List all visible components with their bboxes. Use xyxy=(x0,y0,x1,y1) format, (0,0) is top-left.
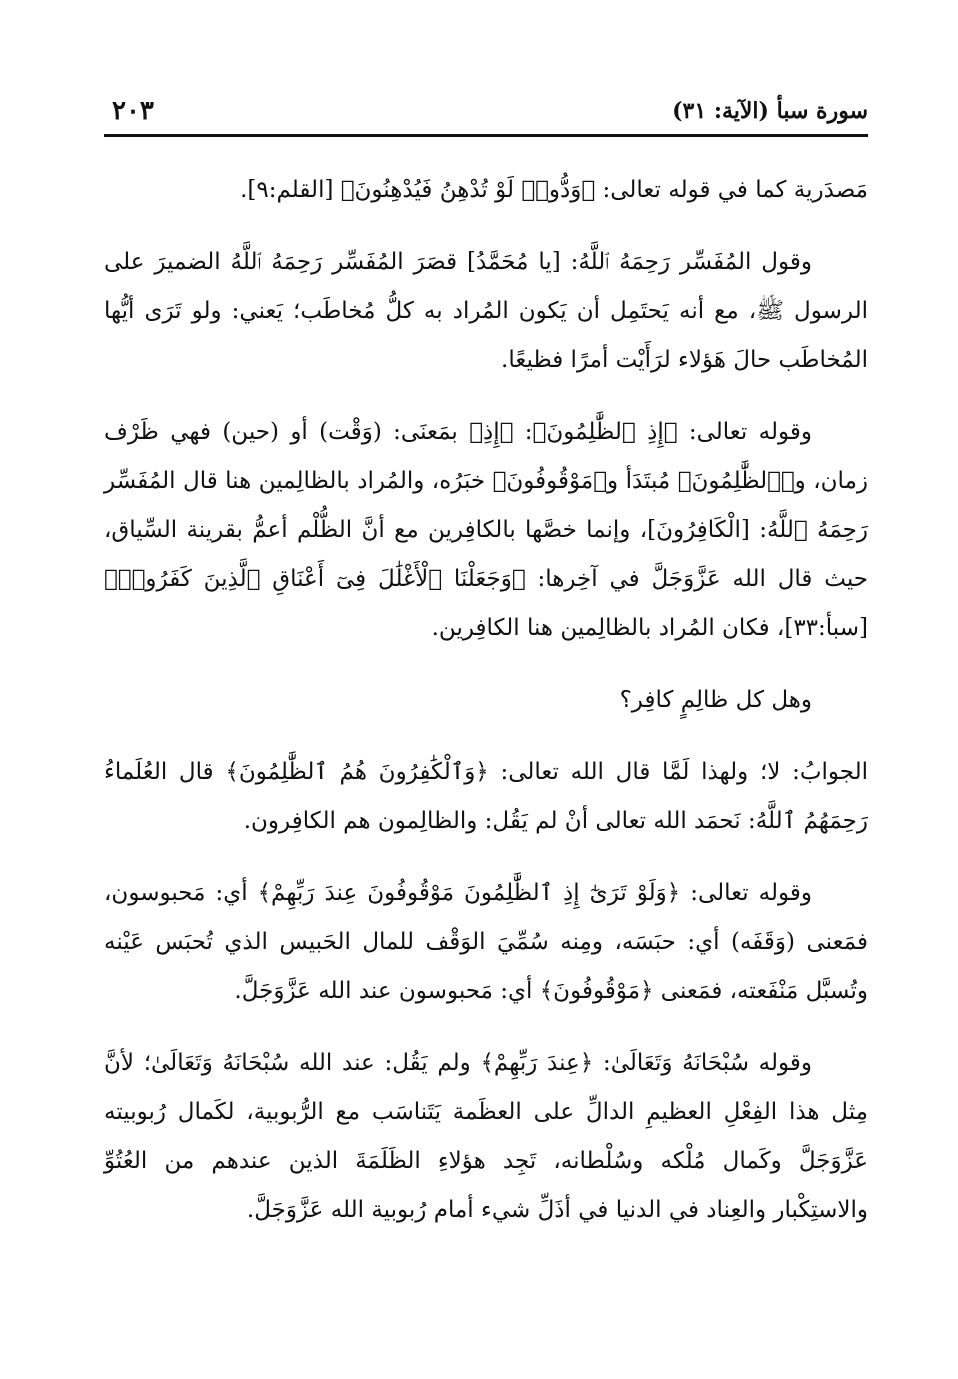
running-header-title: سورة سبأ (الآية: ٣١) xyxy=(672,98,868,124)
page-number: ٢٠٣ xyxy=(112,96,154,126)
paragraph-6: وقوله تعالى: ﴿وَلَوْ تَرَىٰٓ إِذِ ٱلظَّٰلِمُونَ مَوْقُوفُونَ عِندَ رَبِّهِمْ﴾ أي: مَحبوسون، فمَعنى (وَقَفَه) أي: حبَسَه، ومِنه سُمِّيَ الوَقْف للمال الحَبيس الذي تُحبَس عَيْنه وتُسبَّل مَنْفَعته، فمَعنى ﴿مَوْقُوفُونَ﴾ أي: مَحبوسون عند الله عَزَّوَجَلَّ. xyxy=(104,880,868,1004)
paragraph-2: وقول المُفَسِّر رَحِمَهُ ٱللَّهُ: [يا مُحَمَّدُ] قصَرَ المُفَسِّر رَحِمَهُ ٱللَّهُ الضميرَ على الرسول ﷺ، مع أنه يَحتَمِل أن يَكون المُراد به كلُّ مُخاطَب؛ يَعني: ولو تَرَى أيُّها المُخاطَب حالَ هَؤلاء لرَأَيْت أمرًا فظيعًا. xyxy=(104,249,868,373)
paragraph-4: وهل كل ظالِمٍ كافِر؟ xyxy=(619,687,812,713)
paragraph-7: وقوله سُبْحَانَهُ وَتَعَالَىٰ: ﴿عِندَ رَبِّهِمْ﴾ ولم يَقُل: عند الله سُبْحَانَهُ وَتَعَالَىٰ؛ لأنَّ مِثل هذا الفِعْلِ العظيمِ الدالِّ على العظَمة يَتَناسَب مع الرُّبوبية، لكَمال رُبوبيته عَزَّوَجَلَّ وكَمال مُلْكه وسُلْطانه، تَجِد هؤلاءِ الظَلَمَةَ الذين عندهم من العُتُوِّ والاستِكْبار والعِناد في الدنيا في أذَلِّ شيء أمام رُبوبية الله عَزَّوَجَلَّ. xyxy=(104,1050,868,1223)
paragraph-1: مَصدَرية كما في قوله تعالى: ﴿وَدُّوا۟ لَوْ تُدْهِنُ فَيُدْهِنُونَ﴾ [القلم:٩]. xyxy=(240,177,868,203)
paragraph-3: وقوله تعالى: ﴿إِذِ ٱلظَّٰلِمُونَ﴾: ﴿إِذِ﴾ بمَعنَى: (وَقْت) أو (حين) فهي ظَرْف زمان، و﴿ٱلظَّٰلِمُونَ﴾ مُبتَدَأ و﴿مَوْقُوفُونَ﴾ خبَرُه، والمُراد بالظالِمين هنا قال المُفَسِّر رَحِمَهُ ٱللَّهُ: [الْكَافِرُونَ]، وإنما خصَّها بالكافِرين مع أنَّ الظُّلْم أعمُّ بقرينة السِّياق، حيث قال الله عَزَّوَجَلَّ في آخِرها: ﴿وَجَعَلْنَا ٱلْأَغْلَٰلَ فِىٓ أَعْنَاقِ ٱلَّذِينَ كَفَرُوا۟﴾ [سبأ:٣٣]، فكان المُراد بالظالِمين هنا الكافِرين. xyxy=(104,419,868,641)
page-body xyxy=(104,166,868,1258)
page-header xyxy=(104,96,868,136)
paragraph-5: الجوابُ: لا؛ ولهذا لَمَّا قال الله تعالى: ﴿وَٱلْكَٰفِرُونَ هُمُ ٱلظَّٰلِمُونَ﴾ قال العُلَماءُ رَحِمَهُمُ ٱللَّهُ: نَحمَد الله تعالى أنْ لم يَقُل: والظالِمون هم الكافِرون. xyxy=(104,759,868,834)
header-divider xyxy=(104,134,868,137)
